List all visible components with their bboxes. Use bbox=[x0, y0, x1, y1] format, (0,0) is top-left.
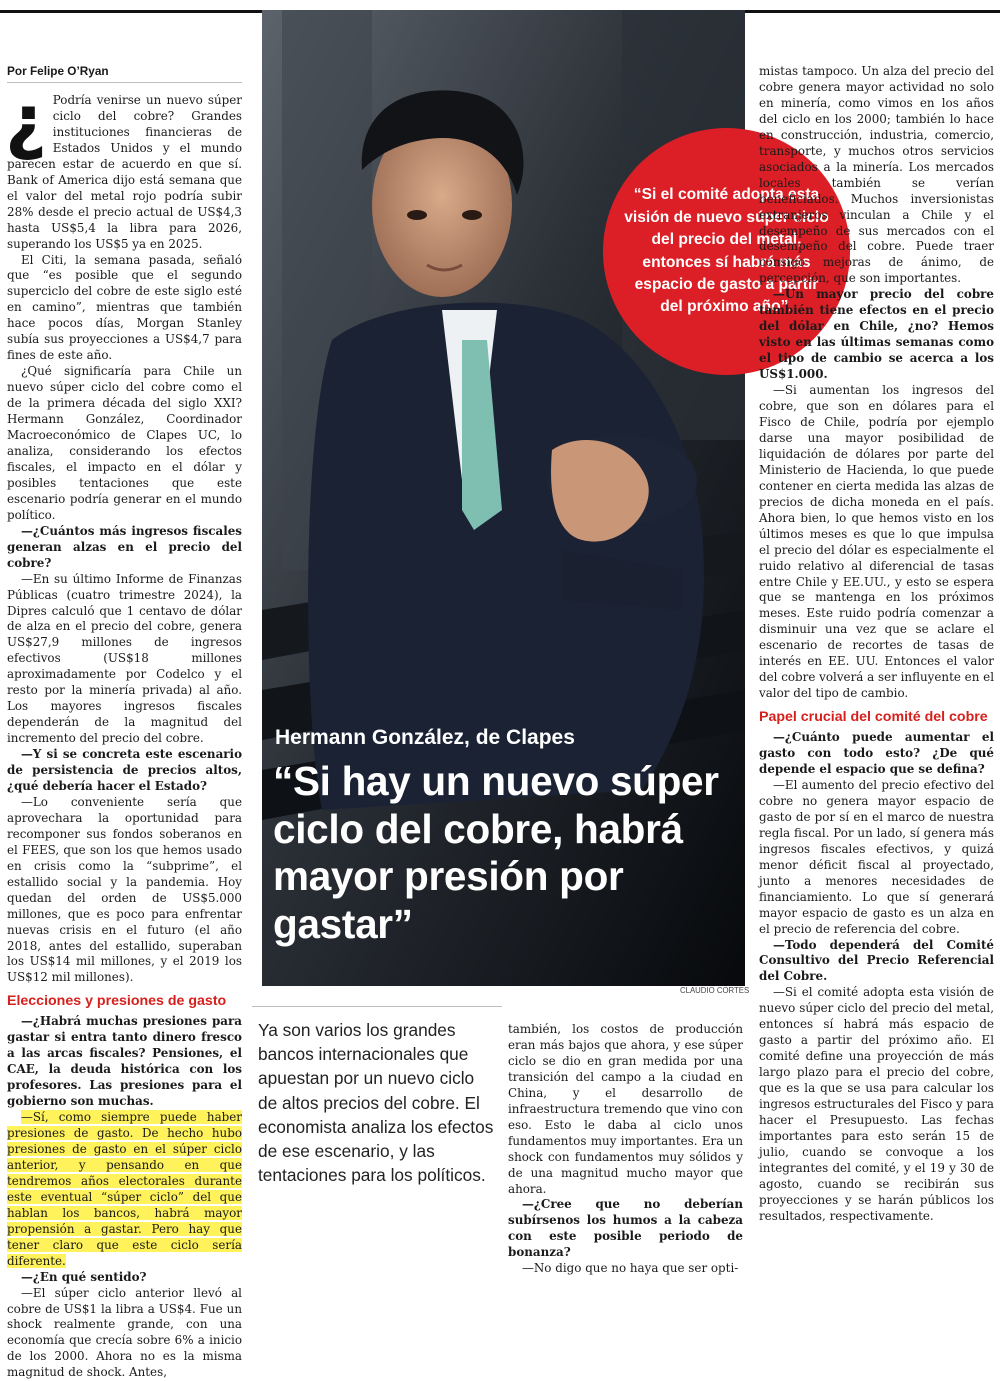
interview-answer: —Lo conveniente sería que aprovechara la oportunidad para recomponer sus fondos soberanos en el FEES, que son los que hemos usado en crisis como la “subprime”, el estallido social y la pandemia. Hoy quedan del orden de US$5.000 millones, que es poco para enfrentar nuevas crisis en el futuro (el año 2018, antes del estallido, superaban los US$14 mil millones, y el 2019 los US$12 mil millones). bbox=[7, 794, 242, 985]
intro-text: Podría venirse un nuevo súper ciclo del cobre? Grandes instituciones financieras de Estados Unidos y el mundo parecen estar de acuerdo en que sí. Bank of America dijo está semana que el valor del metal rojo podría subir 28% desde el precio actual de US$4,3 hasta US$5,4 la libra para 2026, superando los US$5 ya en 2025. bbox=[7, 93, 242, 251]
paragraph: El Citi, la semana pasada, señaló que “es posible que el segundo superciclo del cobre de este siglo esté en camino”, mientras que también hace pocos días, Morgan Stanley subía sus proyecciones a US$4,7 para fines de este año. bbox=[7, 252, 242, 363]
interview-answer: —Si aumentan los ingresos del cobre, que son en dólares para el Fisco de Chile, podría por ejemplo darse una mayor posibilidad de liquidación de dólares por parte del Ministerio de Hacienda, lo que puede contener en cierta medida las alzas de precios de dicha moneda en el país. Ahora bien, lo que hemos visto en los últimos meses es que lo que impulsa el precio del dólar es especialmente el ruido relativo al diferencial de tasas entre Chile y EE.UU., y esto se espera que se mantenga en los próximos meses. Este ruido podría comenzar a disminuir una vez que se aclare el escenario de recortes de tasas de interés en EE. UU. Entonces el valor del cobre volverá a ser influyente en el valor del tipo de cambio. bbox=[759, 383, 994, 701]
column-3 bbox=[508, 1022, 743, 1276]
paragraph: mistas tampoco. Un alza del precio del cobre genera mayor actividad no solo en minería, como vimos en los años del ciclo en los 2000; también lo hace en construcción, industria, comercio, transporte, y muchos otros servicios asociados a la minería. Los mercados locales también se verían beneficiados. Muchos inversionistas extranjeros vinculan a Chile y el desempeño de sus mercados con el desempeño del cobre. Puede traer consigo mejoras de ánimo, de percepción, que son importantes. bbox=[759, 64, 994, 286]
interview-answer: —En su último Informe de Finanzas Públicas (cuatro trimestre 2024), la Dipres calculó que 1 centavo de dólar de alza en el precio del cobre, genera US$27,9 millones de ingresos efectivos (US$18 millones aproximadamente por Codelco y el resto por la minería privada) al año. Los mayores ingresos fiscales dependerán de la magnitud del incremento del precio del cobre. bbox=[7, 571, 242, 746]
byline: Por Felipe O’Ryan bbox=[7, 64, 242, 83]
interview-question: —¿Cree que no deberían subírsenos los humos a la cabeza con este posible periodo de bonanza? bbox=[508, 1197, 743, 1260]
column-4 bbox=[759, 64, 994, 1241]
interview-question: —Un mayor precio del cobre también tiene efectos en el precio del dólar en Chile, ¿no? Hemos visto en las últimas semanas como el tipo de cambio se acerca a los US$1.000. bbox=[759, 287, 994, 382]
lead-summary: Ya son varios los grandes bancos internacionales que apuestan por un nuevo ciclo de altos precios del cobre. El economista analiza los efectos de ese escenario, y las tentaciones para los políticos. bbox=[258, 1020, 494, 1186]
paragraph: ¿Qué significaría para Chile un nuevo súper ciclo del cobre como el de la primera década del siglo XXI? Hermann González, Coordinador Macroeconómico de Clapes UC, lo analiza, considerando los efectos fiscales, el impacto en el dólar y posibles tentaciones que este escenario podría generar en el mundo político. bbox=[7, 364, 242, 522]
paragraph: también, los costos de producción eran más bajos que ahora, y ese súper ciclo se dio en gran medida por una transición del campo a la ciudad en China, y el desarrollo de infraestructura tremendo que vino con eso. Esto le daba al ciclo unos fundamentos muy importantes. Era un shock con fundamentos muy sólidos y de una magnitud mucho mayor que ahora. bbox=[508, 1022, 743, 1196]
photo-credit: CLAUDIO CORTES bbox=[680, 986, 750, 995]
lead-divider bbox=[252, 1006, 502, 1007]
highlighted-text: —Sí, como siempre puede haber presiones de gasto. De hecho hubo presiones de gasto en el súper ciclo anterior, y pensando en que tendremos años electorales durante este eventual “súper ciclo” del que hablan los bancos, habrá mayor propensión a gastar. Pero hay que tener claro que este ciclo sería diferente. bbox=[7, 1110, 242, 1268]
column-1 bbox=[5, 64, 242, 1380]
interview-question: —Y si se concreta este escenario de persistencia de precios altos, ¿qué debería hacer el Estado? bbox=[7, 747, 242, 793]
headline-kicker: Hermann González, de Clapes bbox=[275, 726, 575, 749]
interview-question: —¿Habrá muchas presiones para gastar si entra tanto dinero fresco a las arcas fiscales? Pensiones, el CAE, la deuda histórica con los profesores. Las presiones para el gobierno son muchas. bbox=[7, 1014, 242, 1109]
interview-answer: —Si el comité adopta esta visión de nuevo súper ciclo del precio del metal, entonces sí habrá más espacio de gasto a partir del próximo año. El comité define una proyección de más largo plazo para el precio del cobre, que es la que se usa para calcular los ingresos estructurales del Fisco y para hacer el Presupuesto. Las fechas importantes para esto serán 15 de julio, cuando se convoque a los integrantes del comité, y el 19 y 30 de agosto, cuando se recibirán sus proyecciones y se harán públicos los resultados, respectivamente. bbox=[759, 985, 994, 1223]
interview-question: —Todo dependerá del Comité Consultivo del Precio Referencial del Cobre. bbox=[759, 937, 994, 984]
pull-quote-text: “Si el comité adopta esta visión de nuevo súper ciclo del precio del metal, entonces sí habrá más espacio de gasto a partir del próximo año”. bbox=[624, 186, 829, 316]
interview-question: —¿En qué sentido? bbox=[21, 1269, 147, 1284]
intro-paragraph bbox=[5, 79, 242, 253]
interview-answer: —El aumento del precio efectivo del cobre no genera mayor espacio de gasto de por sí en el marco de nuestra regla fiscal. Por un lado, sí genera más ingresos fiscales efectivos, y quizá menor déficit fiscal al proyectado, junto a menores necesidades de financiamiento. Lo que sí generará mayor espacio de gasto es un alza en el precio de referencia del cobre. bbox=[759, 777, 994, 936]
interview-answer-highlighted bbox=[7, 1110, 242, 1270]
interview-question: —¿Cuánto puede aumentar el gasto con todo esto? ¿De qué depende el espacio que se defina? bbox=[759, 730, 994, 777]
interview-answer: —El súper ciclo anterior llevó al cobre de US$1 la libra a US$4. Fue un shock realmente grande, con una economía que crecía sobre 6% a inicio de los 2000. Ahora no es la misma magnitud de shock. Antes, bbox=[7, 1285, 242, 1380]
headline: “Si hay un nuevo súper ciclo del cobre, habrá mayor presión por gastar” bbox=[273, 758, 719, 947]
subheading: Papel crucial del comité del cobre bbox=[759, 709, 988, 726]
drop-cap: ¿ bbox=[5, 79, 47, 163]
interview-answer: —No digo que no haya que ser opti- bbox=[522, 1261, 739, 1276]
interview-question: —¿Cuántos más ingresos fiscales generan alzas en el precio del cobre? bbox=[7, 523, 242, 570]
subheading: Elecciones y presiones de gasto bbox=[7, 993, 227, 1010]
